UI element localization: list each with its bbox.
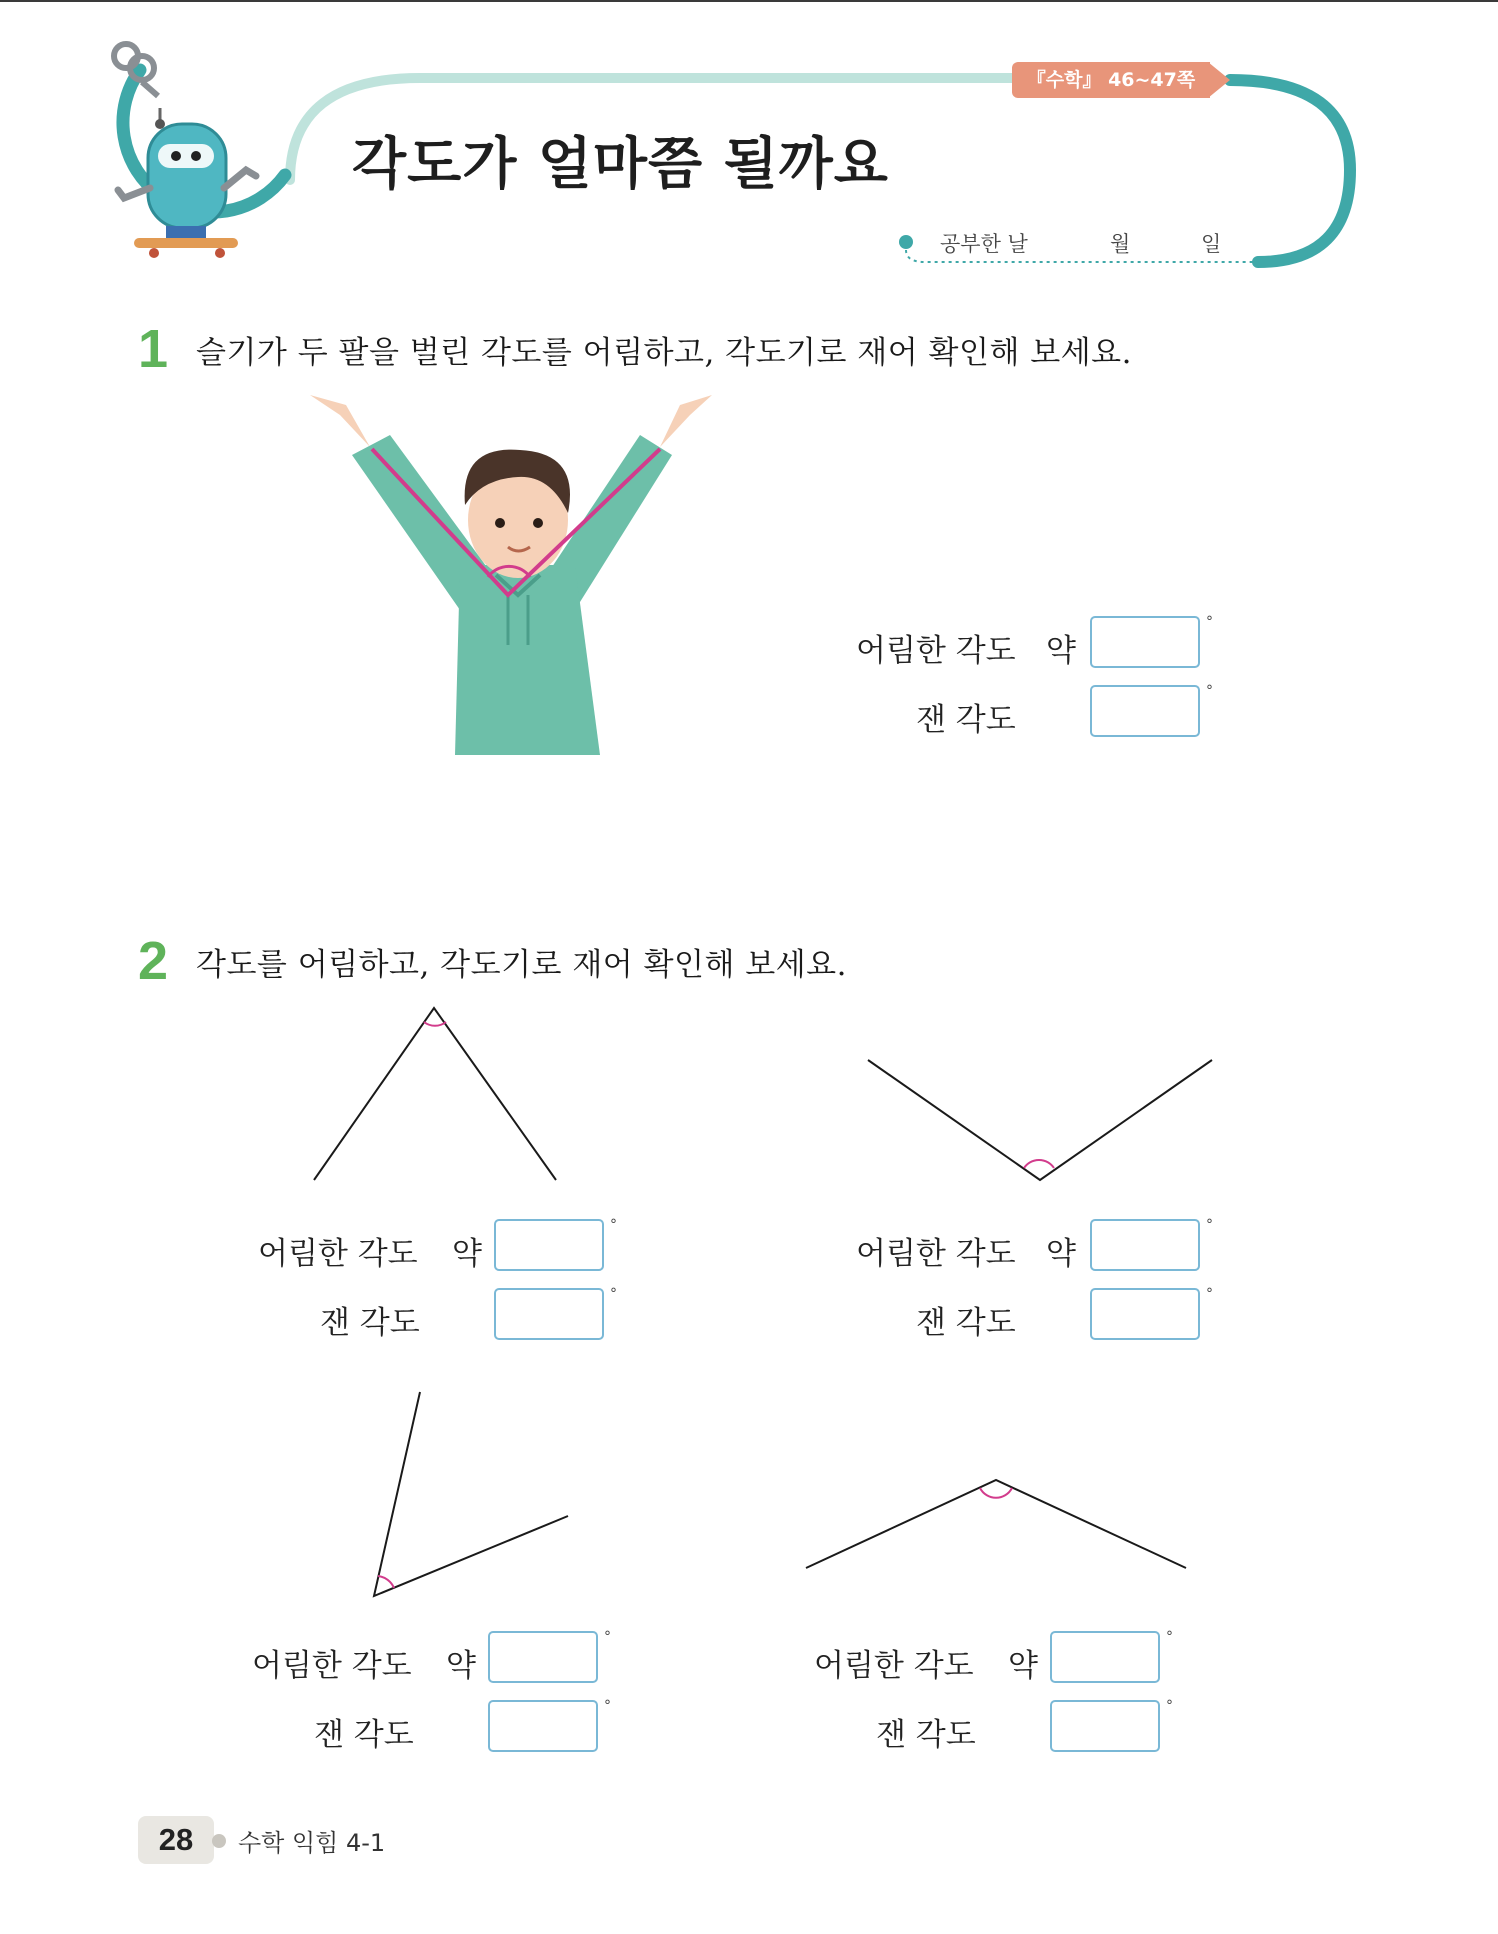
q1-estimate-label: 어림한 각도 — [856, 633, 1016, 669]
qa-estimate-box[interactable] — [494, 1219, 604, 1271]
q1-measured-label: 잰 각도 — [916, 702, 1016, 738]
qd-measured-box[interactable] — [1050, 1700, 1160, 1752]
angle-figure-a — [314, 1008, 556, 1180]
qb-approx-label: 약 — [1046, 1236, 1076, 1272]
q1-measured-degree: ° — [1206, 683, 1213, 699]
qb-estimate-box[interactable] — [1090, 1219, 1200, 1271]
question-1-text: 슬기가 두 팔을 벌린 각도를 어림하고, 각도기로 재어 확인해 보세요. — [196, 335, 1132, 371]
question-1-number: 1 — [138, 319, 169, 379]
qb-estimate-label: 어림한 각도 — [856, 1236, 1016, 1272]
qa-measured-label: 잰 각도 — [320, 1305, 420, 1341]
question-2-text: 각도를 어림하고, 각도기로 재어 확인해 보세요. — [196, 947, 847, 983]
study-date-day: 일 — [1201, 232, 1222, 256]
qa-measured-degree: ° — [610, 1286, 617, 1302]
qd-measured-label: 잰 각도 — [876, 1717, 976, 1753]
qb-measured-degree: ° — [1206, 1286, 1213, 1302]
qc-approx-label: 약 — [446, 1648, 476, 1684]
qd-estimate-label: 어림한 각도 — [814, 1648, 974, 1684]
footer-dot — [212, 1834, 226, 1848]
qd-approx-label: 약 — [1008, 1648, 1038, 1684]
qa-estimate-label: 어림한 각도 — [258, 1236, 418, 1272]
qb-estimate-degree: ° — [1206, 1217, 1213, 1233]
qc-measured-label: 잰 각도 — [314, 1717, 414, 1753]
angle-figure-c — [374, 1392, 568, 1596]
qb-measured-label: 잰 각도 — [916, 1305, 1016, 1341]
textbook-reference-tag: 『수학』 46~47쪽 — [1012, 62, 1210, 98]
qc-estimate-degree: ° — [604, 1629, 611, 1645]
page-title: 각도가 얼마쯤 될까요 — [352, 132, 889, 197]
qc-estimate-label: 어림한 각도 — [252, 1648, 412, 1684]
q1-estimate-degree: ° — [1206, 614, 1213, 630]
qd-estimate-box[interactable] — [1050, 1631, 1160, 1683]
qa-approx-label: 약 — [452, 1236, 482, 1272]
study-date-month: 월 — [1110, 232, 1131, 256]
q1-approx-label: 약 — [1046, 633, 1076, 669]
qa-measured-box[interactable] — [494, 1288, 604, 1340]
qd-measured-degree: ° — [1166, 1698, 1173, 1714]
page-number: 28 — [138, 1816, 214, 1864]
qa-estimate-degree: ° — [610, 1217, 617, 1233]
study-date-label: 공부한 날 — [940, 232, 1028, 256]
angle-figure-b — [868, 1060, 1212, 1180]
qc-measured-degree: ° — [604, 1698, 611, 1714]
qc-estimate-box[interactable] — [488, 1631, 598, 1683]
qd-estimate-degree: ° — [1166, 1629, 1173, 1645]
question-2-number: 2 — [138, 931, 169, 991]
angle-figure-d — [806, 1480, 1186, 1568]
qc-measured-box[interactable] — [488, 1700, 598, 1752]
book-title: 수학 익힘 4-1 — [238, 1829, 386, 1857]
qb-measured-box[interactable] — [1090, 1288, 1200, 1340]
